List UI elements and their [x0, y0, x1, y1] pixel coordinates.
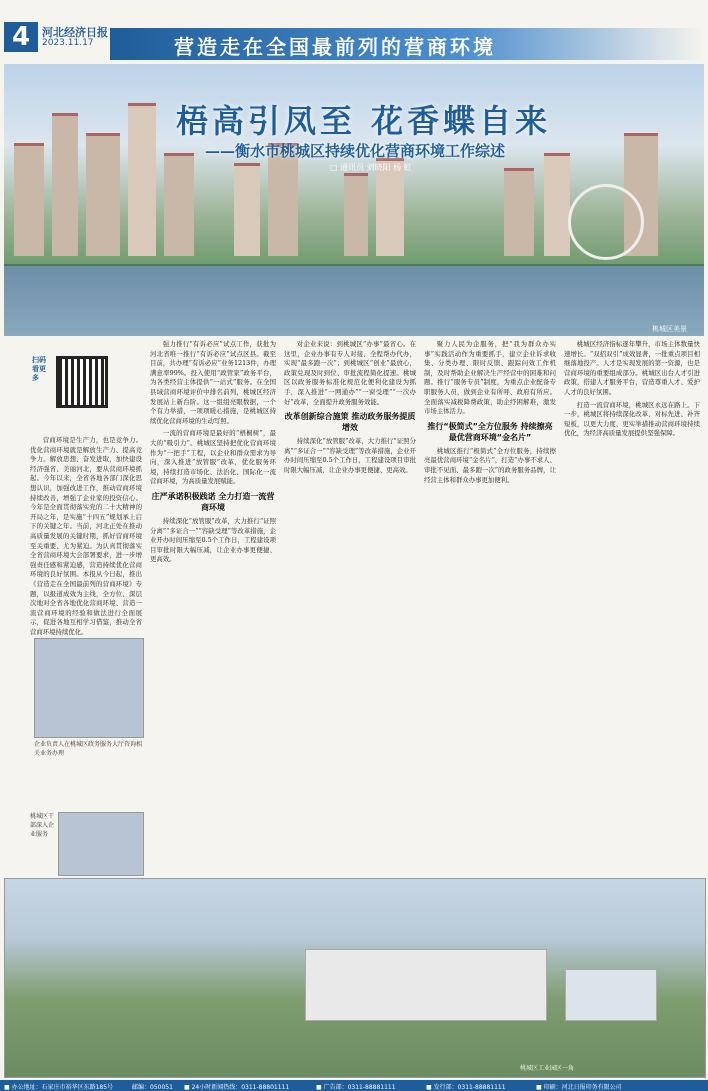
- building-shape: [504, 168, 534, 256]
- paper-date: 2023.11.17: [42, 38, 94, 48]
- paragraph: 桃城区推行“极简式”全方位服务，持续擦亮最优营商环境“金名片”，打造“办事不求人、审批不见面、最多跑一次”的政务服务品牌，让经营主体和群众办事更加便利。: [424, 446, 556, 484]
- headline: 梧高引凤至 花香蝶自来: [176, 102, 552, 140]
- building-shape: [52, 113, 78, 256]
- paper-name: 河北经济日报: [42, 26, 108, 39]
- byline: □ 通讯员 刘晓阳 杨 虹: [330, 163, 412, 172]
- section-heading-3: 推行“极简式”全方位服务 持续擦亮最优营商环境“金名片”: [427, 421, 553, 442]
- factory-building: [305, 949, 547, 1021]
- river: [4, 264, 704, 336]
- footer-item: ■ 印刷：河北日报印务有限公司: [536, 1084, 622, 1091]
- building-shape: [164, 153, 194, 256]
- building-shape: [128, 103, 156, 256]
- footer: [0, 1080, 708, 1091]
- paragraph: 持续深化“放管服”改革，大力推行“证照分离”“多证合一”“容缺受理”等改革措施，企业开办时间压缩至0.5个工作日，工程建设项目审批时限大幅压减，让企业办事更便捷、更高效。: [284, 437, 416, 474]
- section-heading-2: 改革创新综合施策 推动政务服务提质增效: [284, 412, 416, 433]
- building-shape: [344, 173, 368, 256]
- paragraph: 持续深化“放管服”改革，大力推行“证照分离”“多证合一”“容缺受理”等改革措施，企业开办时间压缩至0.5个工作日，工程建设项目审批时限大幅压减，让企业办事更便捷、更高效。: [150, 516, 276, 564]
- column-3: [284, 340, 416, 880]
- footer-item: ■ 24小时新闻热线：0311-88801111: [184, 1084, 290, 1091]
- paragraph: 桃城区经济指标逐年攀升，市场主体数量快速增长。“双招双引”成效显著，一批重点项目相继落地投产。人才是实现发展的第一资源，也是营商环境的重要组成部分。桃城区出台人才引进政策，搭建人才服务平台，营造尊重人才、爱护人才的良好氛围。: [564, 340, 700, 396]
- column-2: [150, 340, 276, 880]
- ferris-wheel: [568, 184, 644, 260]
- column-1: [30, 436, 142, 636]
- hero-caption: 桃城区美景: [652, 325, 687, 333]
- section-banner: [110, 28, 704, 60]
- masthead: [0, 0, 708, 62]
- footer-item: 邮编：050051: [132, 1084, 173, 1091]
- photo-caption-1: 企业负责人在桃城区政务服务大厅咨询相关业务办理: [34, 741, 143, 757]
- qr-code[interactable]: [56, 356, 108, 408]
- paragraph: 一流的营商环境是最好的“梧桐树”，最大的“吸引力”。桃城区坚持把优化营商环境作为“一把手”工程，以企业和群众需求为导向，深入推进“放管服”改革，优化服务环境，持续打造市场化、法治化、国际化一流营商环境，为高质量发展赋能。: [150, 429, 276, 486]
- building-shape: [544, 153, 570, 256]
- photo-caption-2: 桃城区干部深入企业服务: [30, 813, 55, 838]
- building-shape: [14, 143, 44, 256]
- building-shape: [234, 163, 260, 256]
- intro-paragraph: 营商环境是生产力，也是竞争力。优化营商环境就是解放生产力、提高竞争力。解放思想、奋发进取，加快建设经济强省、美丽河北，要从营商环境抓起。今年以来，全省各地各部门深化思想认识，加强改进工作，推动营商环境持续改善，增强了企业家的投资信心。今年是全面贯彻落实党的二十大精神的开局之年，是实施“十四五”规划承上启下的关键之年。当前，河北正处在推动高质量发展的关键时期，抓好营商环境至关重要、尤为紧迫。为认真贯彻落实全省营商环境大会部署要求，进一步增强责任感和紧迫感，营造持续优化营商环境的良好氛围。本报从今日起，推出《营造走在全国最前列的营商环境》专题，以报道成效为主线，全方位、深层次地对全省各地优化营商环境、营造一流营商环境的经验和做法进行全面展示，促进各地互相学习借鉴，推动全省营商环境持续优化。: [30, 436, 142, 636]
- qr-label: 扫码看更多: [32, 356, 46, 382]
- building-shape: [86, 133, 120, 256]
- paragraph: 强力推行“有诉必应”试点工作，获批为河北省唯一推行“有诉必应”试点区县。截至目前，共办理“有诉必应”业务1213件，办理满意率99%。投入使用“政管家”政务平台，为各类经营主体提供“一站式”服务。在全国县域营商环境评价中排名前列，桃城区经济发展站上新台阶。这一组组亮眼数据，一个个有力举措，一项项暖心措施，是桃城区持续优化营商环境的生动写照。: [150, 340, 276, 425]
- section-title: 营造走在全国最前列的营商环境: [174, 35, 496, 59]
- photo-service-hall: [34, 638, 144, 738]
- paragraph: 聚力人民为企服务，把“我为群众办实事”实践活动作为重要抓手，建立企业诉求收集、分类办理、限时反馈、跟踪问效工作机制，及时帮助企业解决生产经营中的困难和问题。推行“服务专员”制度，为重点企业配备专职服务人员，做到企业有所呼、政府有所应。全面落实减税降费政策，助企纾困解难，激发市场主体活力。: [424, 340, 556, 416]
- footer-item: ■ 广告部：0311-88881111: [316, 1084, 396, 1091]
- photo-industrial-park: [4, 878, 706, 1078]
- page-number: 4: [4, 22, 38, 52]
- photo-caption-3: 桃城区工业园区一角: [520, 1065, 575, 1072]
- section-heading-1: 庄严承诺积极践诺 全力打造一流营商环境: [151, 491, 275, 512]
- column-5: [564, 340, 700, 880]
- paragraph: 打造一流营商环境，桃城区永远在路上。下一步，桃城区将持续深化改革，对标先进、补齐短板，以更大力度、更实举措推动营商环境持续优化，为经济高质量发展提供坚强保障。: [564, 400, 700, 438]
- column-4: [424, 340, 556, 880]
- paragraph: 对企业来说：到桃城区“办事”最省心。在这里，企业办事有专人对接、全程帮办代办，实现“最多跑一次”；到桃城区“创业”最放心，政策兑现及时到位、审批流程简化提速。桃城区以政务服务标准化规范化便利化建设为抓手，深入推进“一网通办”“一窗受理”“一次办好”改革，全面提升政务服务效能。: [284, 340, 416, 406]
- subtitle: ——衡水市桃城区持续优化营商环境工作综述: [205, 142, 506, 160]
- factory-building: [565, 969, 657, 1021]
- footer-item: ■ 办公地址：石家庄市裕华区东路185号: [4, 1084, 114, 1091]
- photo-staff: [58, 812, 144, 876]
- footer-item: ■ 发行部：0311-88881111: [426, 1084, 506, 1091]
